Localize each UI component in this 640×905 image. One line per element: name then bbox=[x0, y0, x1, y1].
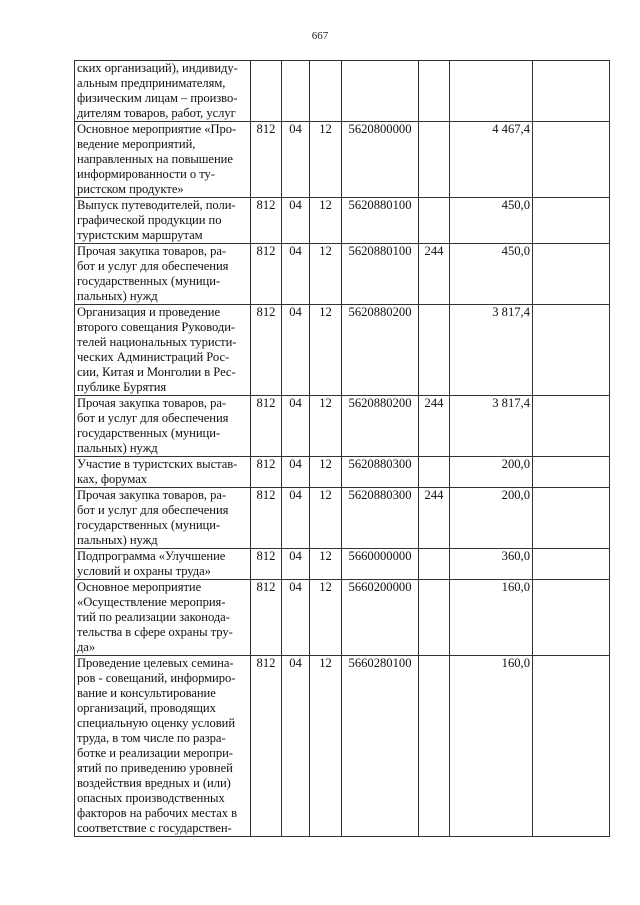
item-name-line: условий и охраны труда» bbox=[77, 564, 211, 578]
ministry-code-cell: 812 bbox=[251, 396, 282, 457]
table-body bbox=[75, 61, 610, 837]
extra-cell bbox=[533, 457, 610, 488]
item-name-cell bbox=[75, 656, 251, 837]
amount-cell bbox=[450, 61, 533, 122]
ministry-code-cell: 812 bbox=[251, 580, 282, 656]
subsection-code-cell: 12 bbox=[310, 580, 342, 656]
item-name-line: графической продукции по bbox=[77, 213, 222, 227]
expense-type-cell: 244 bbox=[419, 488, 450, 549]
target-article-cell: 5620800000 bbox=[342, 122, 419, 198]
section-code-cell: 04 bbox=[282, 305, 310, 396]
ministry-code-cell: 812 bbox=[251, 198, 282, 244]
item-name-cell bbox=[75, 580, 251, 656]
target-article-cell: 5660000000 bbox=[342, 549, 419, 580]
item-name-line: ботке и реализации меропри- bbox=[77, 746, 233, 760]
item-name-line: ческих Администраций Рос- bbox=[77, 350, 230, 364]
amount-cell: 3 817,4 bbox=[450, 305, 533, 396]
target-article-cell: 5620880100 bbox=[342, 198, 419, 244]
item-name-line: публике Бурятия bbox=[77, 380, 167, 394]
item-name-line: «Осуществление мероприя- bbox=[77, 595, 226, 609]
subsection-code-cell: 12 bbox=[310, 488, 342, 549]
amount-cell: 160,0 bbox=[450, 580, 533, 656]
item-name-cell bbox=[75, 198, 251, 244]
target-article-cell: 5620880100 bbox=[342, 244, 419, 305]
item-name-line: организаций, проводящих bbox=[77, 701, 216, 715]
amount-cell: 200,0 bbox=[450, 457, 533, 488]
item-name-line: Прочая закупка товаров, ра- bbox=[77, 244, 227, 258]
table-row bbox=[75, 488, 610, 549]
extra-cell bbox=[533, 61, 610, 122]
ministry-code-cell: 812 bbox=[251, 549, 282, 580]
amount-cell: 360,0 bbox=[450, 549, 533, 580]
item-name-line: Основное мероприятие bbox=[77, 580, 202, 594]
item-name-line: да» bbox=[77, 640, 96, 654]
item-name-cell bbox=[75, 549, 251, 580]
item-name-line: Организация и проведение bbox=[77, 305, 220, 319]
item-name-line: тий по реализации законода- bbox=[77, 610, 230, 624]
item-name-line: информированности о ту- bbox=[77, 167, 215, 181]
target-article-cell: 5660280100 bbox=[342, 656, 419, 837]
amount-cell: 3 817,4 bbox=[450, 396, 533, 457]
expense-type-cell bbox=[419, 549, 450, 580]
target-article-cell bbox=[342, 61, 419, 122]
item-name-line: ведение мероприятий, bbox=[77, 137, 196, 151]
ministry-code-cell bbox=[251, 61, 282, 122]
target-article-cell: 5660200000 bbox=[342, 580, 419, 656]
item-name-cell bbox=[75, 122, 251, 198]
amount-cell: 4 467,4 bbox=[450, 122, 533, 198]
extra-cell bbox=[533, 122, 610, 198]
item-name-cell bbox=[75, 488, 251, 549]
expense-type-cell bbox=[419, 122, 450, 198]
expense-type-cell bbox=[419, 61, 450, 122]
subsection-code-cell: 12 bbox=[310, 549, 342, 580]
subsection-code-cell: 12 bbox=[310, 305, 342, 396]
expense-type-cell: 244 bbox=[419, 396, 450, 457]
item-name-line: пальных) нужд bbox=[77, 289, 158, 303]
item-name-line: специальную оценку условий bbox=[77, 716, 236, 730]
item-name-line: воздействия вредных и (или) bbox=[77, 776, 231, 790]
subsection-code-cell: 12 bbox=[310, 396, 342, 457]
subsection-code-cell: 12 bbox=[310, 457, 342, 488]
item-name-line: направленных на повышение bbox=[77, 152, 233, 166]
ministry-code-cell: 812 bbox=[251, 488, 282, 549]
table-row bbox=[75, 580, 610, 656]
extra-cell bbox=[533, 549, 610, 580]
expense-type-cell bbox=[419, 305, 450, 396]
item-name-line: ских организаций), индивиду- bbox=[77, 61, 238, 75]
item-name-line: туристским маршрутам bbox=[77, 228, 203, 242]
ministry-code-cell: 812 bbox=[251, 457, 282, 488]
item-name-line: бот и услуг для обеспечения bbox=[77, 411, 229, 425]
item-name-line: тельства в сфере охраны тру- bbox=[77, 625, 233, 639]
item-name-line: опасных производственных bbox=[77, 791, 225, 805]
ministry-code-cell: 812 bbox=[251, 122, 282, 198]
section-code-cell: 04 bbox=[282, 549, 310, 580]
item-name-line: соответствие с государствен- bbox=[77, 821, 232, 835]
item-name-line: телей национальных туристи- bbox=[77, 335, 237, 349]
item-name-cell bbox=[75, 305, 251, 396]
extra-cell bbox=[533, 488, 610, 549]
target-article-cell: 5620880300 bbox=[342, 488, 419, 549]
extra-cell bbox=[533, 580, 610, 656]
item-name-line: Участие в туристских выстав- bbox=[77, 457, 238, 471]
section-code-cell: 04 bbox=[282, 244, 310, 305]
expense-type-cell bbox=[419, 457, 450, 488]
extra-cell bbox=[533, 198, 610, 244]
subsection-code-cell bbox=[310, 61, 342, 122]
item-name-cell bbox=[75, 457, 251, 488]
table-row bbox=[75, 305, 610, 396]
section-code-cell: 04 bbox=[282, 457, 310, 488]
section-code-cell: 04 bbox=[282, 656, 310, 837]
expense-type-cell bbox=[419, 198, 450, 244]
amount-cell: 450,0 bbox=[450, 198, 533, 244]
item-name-line: Выпуск путеводителей, поли- bbox=[77, 198, 236, 212]
item-name-line: Подпрограмма «Улучшение bbox=[77, 549, 226, 563]
table-row bbox=[75, 122, 610, 198]
table-row bbox=[75, 396, 610, 457]
expense-type-cell bbox=[419, 656, 450, 837]
target-article-cell: 5620880200 bbox=[342, 396, 419, 457]
ministry-code-cell: 812 bbox=[251, 305, 282, 396]
extra-cell bbox=[533, 656, 610, 837]
item-name-line: вание и консультирование bbox=[77, 686, 216, 700]
section-code-cell: 04 bbox=[282, 198, 310, 244]
table-row bbox=[75, 61, 610, 122]
extra-cell bbox=[533, 244, 610, 305]
subsection-code-cell: 12 bbox=[310, 122, 342, 198]
item-name-line: альным предпринимателям, bbox=[77, 76, 226, 90]
amount-cell: 160,0 bbox=[450, 656, 533, 837]
budget-table bbox=[74, 60, 610, 837]
item-name-cell bbox=[75, 61, 251, 122]
item-name-line: бот и услуг для обеспечения bbox=[77, 503, 229, 517]
item-name-line: государственных (муници- bbox=[77, 426, 221, 440]
extra-cell bbox=[533, 305, 610, 396]
subsection-code-cell: 12 bbox=[310, 656, 342, 837]
section-code-cell: 04 bbox=[282, 122, 310, 198]
item-name-line: Основное мероприятие «Про- bbox=[77, 122, 237, 136]
amount-cell: 450,0 bbox=[450, 244, 533, 305]
item-name-line: государственных (муници- bbox=[77, 518, 221, 532]
subsection-code-cell: 12 bbox=[310, 244, 342, 305]
table-row bbox=[75, 656, 610, 837]
section-code-cell: 04 bbox=[282, 580, 310, 656]
item-name-line: пальных) нужд bbox=[77, 533, 158, 547]
item-name-line: Прочая закупка товаров, ра- bbox=[77, 488, 227, 502]
table-row bbox=[75, 549, 610, 580]
item-name-line: ристском продукте» bbox=[77, 182, 184, 196]
section-code-cell: 04 bbox=[282, 488, 310, 549]
table-row bbox=[75, 457, 610, 488]
item-name-line: труда, в том числе по разра- bbox=[77, 731, 226, 745]
item-name-line: второго совещания Руководи- bbox=[77, 320, 236, 334]
item-name-cell bbox=[75, 396, 251, 457]
item-name-cell bbox=[75, 244, 251, 305]
item-name-line: дителям товаров, работ, услуг bbox=[77, 106, 236, 120]
ministry-code-cell: 812 bbox=[251, 244, 282, 305]
expense-type-cell bbox=[419, 580, 450, 656]
ministry-code-cell: 812 bbox=[251, 656, 282, 837]
item-name-line: ятий по приведению уровней bbox=[77, 761, 233, 775]
table-row bbox=[75, 244, 610, 305]
item-name-line: факторов на рабочих местах в bbox=[77, 806, 237, 820]
item-name-line: пальных) нужд bbox=[77, 441, 158, 455]
item-name-line: бот и услуг для обеспечения bbox=[77, 259, 229, 273]
target-article-cell: 5620880300 bbox=[342, 457, 419, 488]
section-code-cell bbox=[282, 61, 310, 122]
item-name-line: Прочая закупка товаров, ра- bbox=[77, 396, 227, 410]
item-name-line: государственных (муници- bbox=[77, 274, 221, 288]
item-name-line: ров - совещаний, информиро- bbox=[77, 671, 236, 685]
target-article-cell: 5620880200 bbox=[342, 305, 419, 396]
subsection-code-cell: 12 bbox=[310, 198, 342, 244]
item-name-line: сии, Китая и Монголии в Рес- bbox=[77, 365, 236, 379]
item-name-line: Проведение целевых семина- bbox=[77, 656, 234, 670]
table-row bbox=[75, 198, 610, 244]
expense-type-cell: 244 bbox=[419, 244, 450, 305]
section-code-cell: 04 bbox=[282, 396, 310, 457]
amount-cell: 200,0 bbox=[450, 488, 533, 549]
extra-cell bbox=[533, 396, 610, 457]
page-number: 667 bbox=[311, 30, 329, 42]
item-name-line: ках, форумах bbox=[77, 472, 147, 486]
item-name-line: физическим лицам – произво- bbox=[77, 91, 238, 105]
